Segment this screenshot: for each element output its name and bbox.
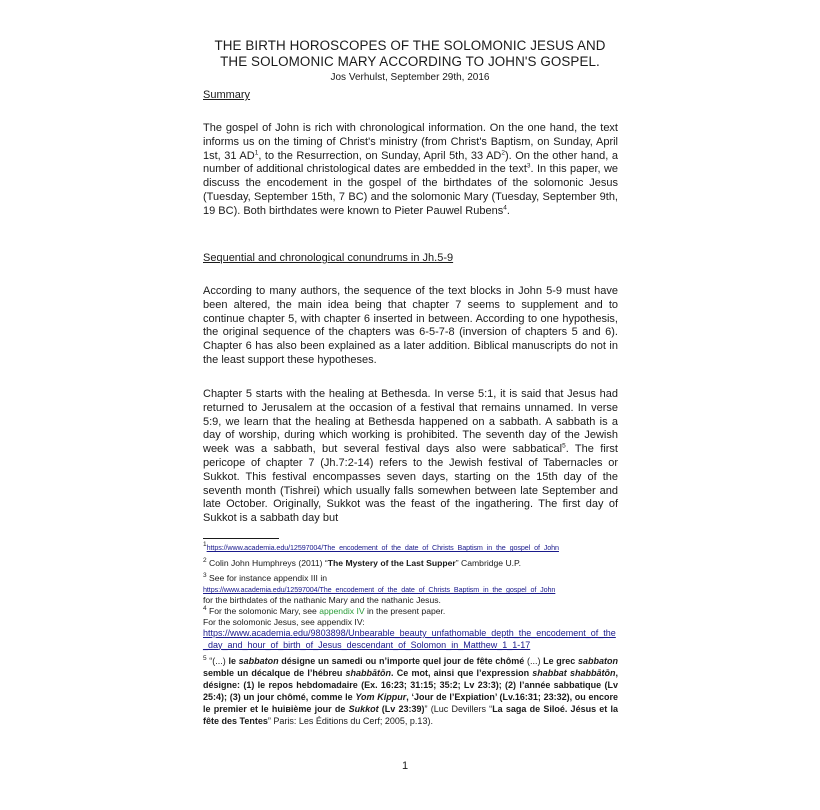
section-paragraph-1: According to many authors, the sequence of the text blocks in John 5-9 must have been altered, the main idea being that chapter 7 seems to supplement and to continue chapter 5, with chapter 6 inserted in between. According to one hypothesis, the original sequence of the chapters was 6-5-7-8 (inversion of chapters 5 and 6). Chapter 6 has also been explained as a later addition. Biblical manuscripts do not in the least support these hypotheses. <box>203 285 618 366</box>
footnote-separator <box>203 538 279 539</box>
footnote-1-link[interactable]: https://www.academia.edu/12597004/The_encodement_of_the_date_of_Christs_Baptism_in_the_gospel_of_John <box>206 543 559 552</box>
footnote-1: $^1$https://www.academia.edu/12597004/The_encodement_of_the_date_of_Christs_Baptism_in_the_gospel_of_John <box>203 541 559 552</box>
section-paragraph-2: Chapter 5 starts with the healing at Bethesda. In verse 5:1, it is said that Jesus had returned to Jerusalem at the occasion of a festival that remains unnamed. In verse 5:9, we learn that the healing at Bethesda happened on a sabbath. A sabbath is a day of worship, during which working is prohibited. The seventh day of the Jewish week was a sabbath, but several festival days also were sabbatical$^5$. The first pericope of chapter 7 (Jh.7:2-14) refers to the Jewish festival of Tabernacles or Sukkot. This festival encompasses seven days, starting on the 15th day of the seventh month (Tishrei) which usually falls somewhen between late September and late October. Originally, Sukkot was the feast of the ingathering. The first day of Sukkot is a sabbath day but <box>203 388 618 525</box>
title-line-2: THE SOLOMONIC MARY ACCORDING TO JOHN'S GOSPEL. <box>220 54 600 69</box>
footnote-ref-5[interactable]: 5 <box>562 442 566 450</box>
footnote-4: $^4$ For the solomonic Mary, see appendix IV in the present paper. For the solomonic Jesus, see appendix IV: https://www.academia.edu/9803898/Unbearable_beauty_unfathomable_depth_the_encodement_of_the_day_and_hour_of_birth_of_Jesus_descendant_of_Solomon_in_Matthew_1_1-17 <box>203 605 616 650</box>
title-line-1: THE BIRTH HOROSCOPES OF THE SOLOMONIC JESUS AND <box>214 38 606 53</box>
footnote-ref-2[interactable]: 2 <box>501 148 505 156</box>
footnote-5: $^5$ “(...) le sabbaton désigne un samedi ou n’importe quel jour de fête chômé (...) Le grec sabbaton semble un décalque de l’hébreu shabbātōn. Ce mot, ainsi que l’expression shabbat shabbātōn, désigne: (1) le repos hebdomadaire (Ex. 16:23; 31:15; 35:2; Lv 23:3); (2) l’année sabbatique (Lv 25:4); (3) un jour chômé, comme le Yom Kippur, ‘Jour de l’Expiation’ (Lv.16:31; 23:32), ou encore le premier et le huiʙième jour de Sukkot (Lv 23:39)” (Luc Devillers “La saga de Siloé. Jésus et la fête des Tentes” Paris: Les Éditions du Cerf; 2005, p.13). <box>203 655 619 726</box>
footnote-2: $^2$ Colin John Humphreys (2011) “The Mystery of the Last Supper” Cambridge U.P. <box>203 557 522 568</box>
author-date-line: Jos Verhulst, September 29th, 2016 <box>330 72 490 83</box>
summary-paragraph: The gospel of John is rich with chronological information. On the one hand, the text informs us on the timing of Christ's ministry (from Christ's Baptism, on Sunday, April 1st, 31 $AD^1$, to the Resurrection, on Sunday, April 5th, 33 $AD^2$). On the other hand, a number of additional christological dates are embedded in the text$^3$. In this paper, we discuss the encodement in the gospel of the birthdates of the solomonic Jesus (Tuesday, September 15th, 7 BC) and the solomonic Mary (Tuesday, September 9th, 19 BC). Both birthdates were known to Pieter Pauwel Rubens$^4$. <box>203 122 619 217</box>
footnote-3: $^3$ See for instance appendix III in https://www.academia.edu/12597004/The_encodement_of_the_date_of_Christs_Baptism_in_the_gospel_of_John for the birthdates of the nathanic Mary and the nathanic Jesus. <box>203 572 556 605</box>
footnote-ref-1[interactable]: 1 <box>254 148 259 156</box>
footnote-3-link[interactable]: https://www.academia.edu/12597004/The_encodement_of_the_date_of_Christs_Baptism_in_the_gospel_of_John <box>203 585 556 594</box>
footnote-4-link[interactable]: https://www.academia.edu/9803898/Unbearable_beauty_unfathomable_depth_the_encodement_of_the_day_and_hour_of_birth_of_Jesus_descendant_of_Solomon_in_Matthew_1_1-17 <box>203 628 616 650</box>
section-heading-jh5-9: Sequential and chronological conundrums in Jh.5-9 <box>203 252 454 264</box>
footnote-ref-3[interactable]: 3 <box>526 162 531 170</box>
summary-heading: Summary <box>203 89 251 101</box>
appendix-iv-link[interactable]: appendix IV <box>319 606 365 616</box>
document-title <box>150 38 670 70</box>
footnote-ref-4[interactable]: 4 <box>503 204 507 212</box>
page-number: 1 <box>401 760 409 772</box>
